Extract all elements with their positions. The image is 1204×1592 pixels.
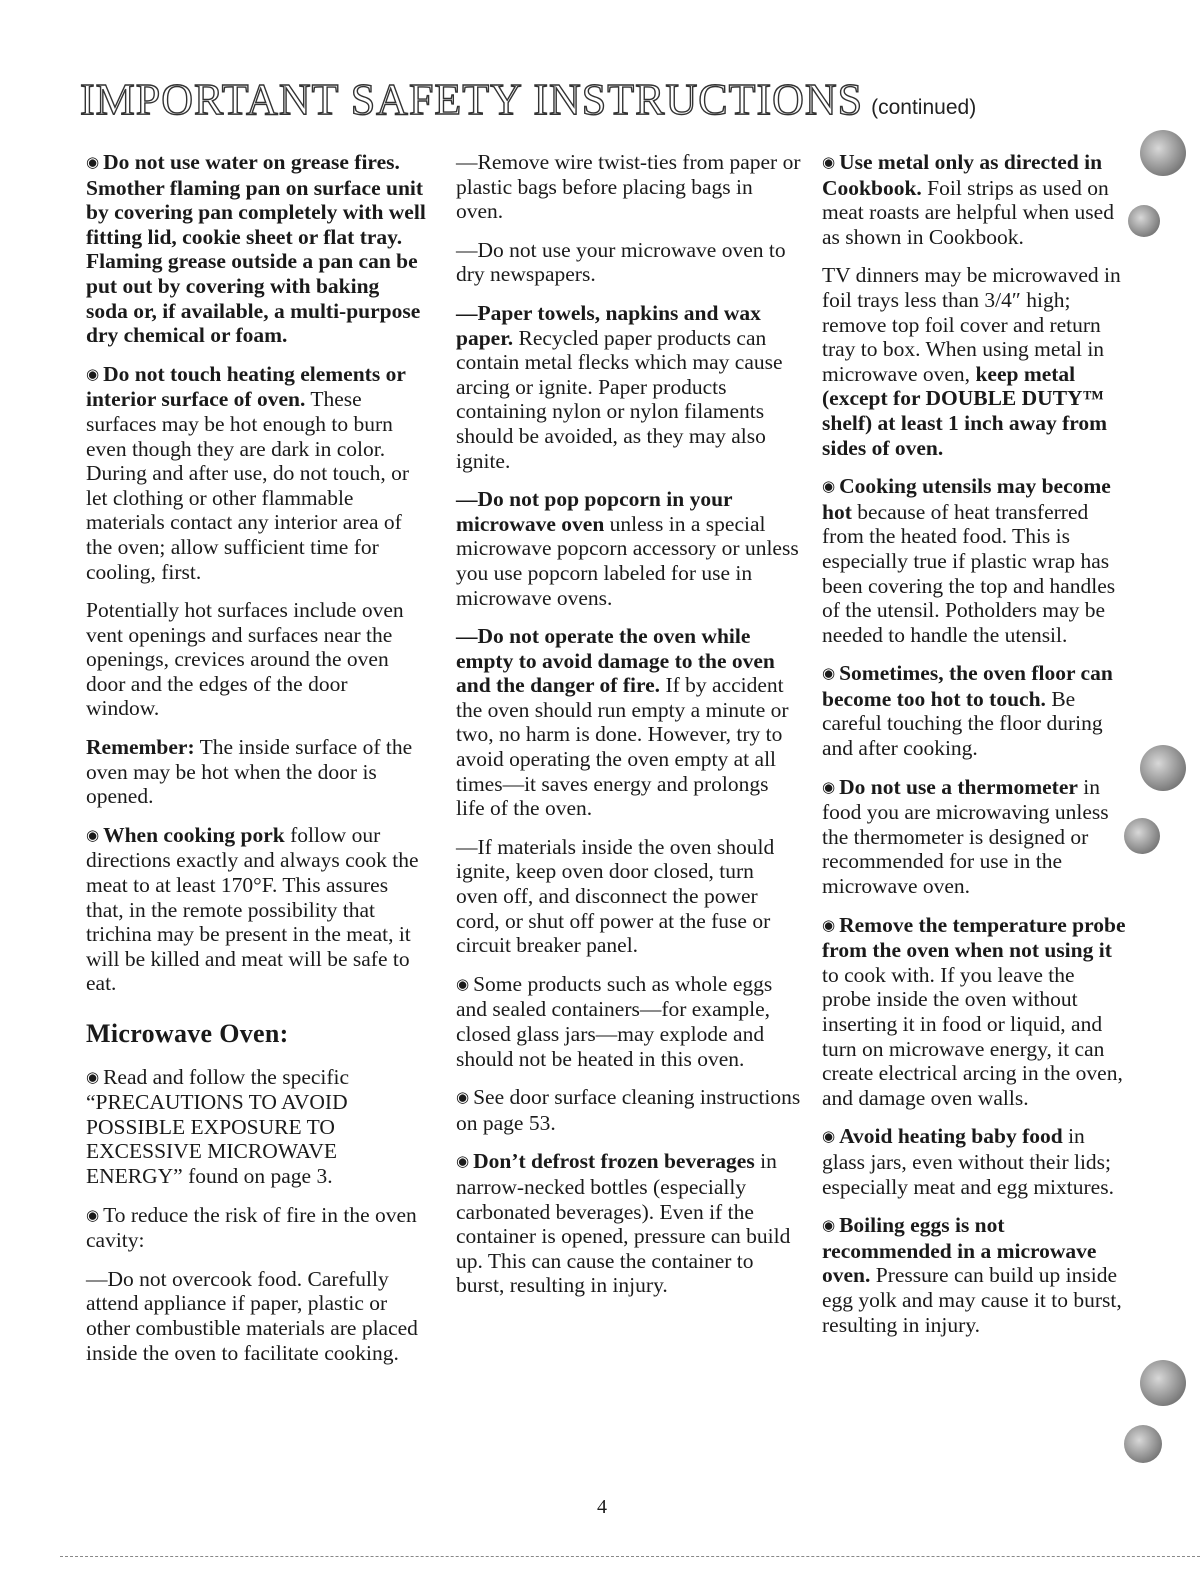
- body-text: to cook with. If you leave the probe inside the oven without inserting it in food or liquid, and turn on microwave energy, it can create electrical arcing in the oven, and damage oven walls.: [822, 962, 1123, 1110]
- paragraph: [456, 972, 801, 1071]
- body-text: Some products such as whole eggs and sealed containers—for example, closed glass jars—may explode and should not be heated in this oven.: [456, 971, 773, 1071]
- bold-lead: Do not use water on grease fires. Smother flaming pan on surface unit by covering pan completely with well fitting lid, cookie sheet or flat tray. Flaming grease outside a pan can be put out by covering with baking soda or, if available, a multi-purpose dry chemical or foam.: [86, 150, 426, 348]
- bold-lead: —Do not pop popcorn in your microwave oven: [456, 487, 733, 536]
- body-text: TV dinners may be microwaved in foil trays less than 3/4″ high; remove top foil cover and return tray to box. When using metal in microwave oven,: [822, 263, 1121, 386]
- bold-lead: Sometimes, the oven floor can become too hot to touch.: [822, 661, 1113, 711]
- paragraph: [456, 301, 801, 473]
- paragraph: [86, 735, 426, 809]
- bullet-icon: ◉: [456, 1154, 470, 1171]
- bullet-icon: ◉: [822, 666, 836, 683]
- column-1: [86, 150, 426, 1379]
- bold-lead: Do not touch heating elements or interior surface of oven.: [86, 361, 406, 412]
- paragraph: —Do not use your microwave oven to dry newspapers.: [456, 237, 786, 287]
- paragraph: —Do not overcook food. Carefully attend appliance if paper, plastic or other combustible materials are placed inside the oven to facilitate cooking.: [86, 1266, 418, 1365]
- body-text: in food you are microwaving unless the thermometer is designed or recommended for use in the microwave oven.: [822, 774, 1109, 899]
- paragraph: [822, 661, 1127, 760]
- paragraph: [456, 487, 801, 610]
- bullet-icon: ◉: [86, 155, 100, 171]
- bold-lead: Boiling eggs is not recommended in a microwave oven.: [822, 1213, 1097, 1288]
- bullet-icon: ◉: [822, 1218, 836, 1235]
- bullet-icon: ◉: [456, 976, 470, 993]
- punch-hole-icon: [1140, 745, 1186, 791]
- body-text: because of heat transferred from the heated food. This is especially true if plastic wrap has been covering the top and handles of the utensil. Potholders may be needed to handle the utensil.: [822, 499, 1116, 647]
- bullet-icon: ◉: [822, 1129, 836, 1146]
- paragraph: [822, 913, 1127, 1111]
- paragraph: Potentially hot surfaces include oven vent openings and surfaces near the openings, crevices around the oven door and the edges of the door window.: [86, 598, 404, 721]
- bold-lead: Remember:: [86, 735, 195, 760]
- header-title: IMPORTANT SAFETY INSTRUCTIONS: [80, 75, 864, 124]
- column-2: [456, 150, 801, 1312]
- paragraph: [822, 1213, 1127, 1337]
- body-text: in narrow-necked bottles (especially carbonated beverages). Even if the container is opened, pressure can build up. This can cause the container to burst, resulting in injury.: [456, 1149, 791, 1298]
- bold-lead: Remove the temperature probe from the oven when not using it: [822, 912, 1126, 963]
- page-header: [80, 74, 976, 125]
- bullet-icon: ◉: [822, 155, 836, 171]
- body-text: in glass jars, even without their lids; especially meat and egg mixtures.: [822, 1124, 1114, 1199]
- paragraph: [822, 150, 1127, 249]
- body-text: See door surface cleaning instructions on page 53.: [456, 1085, 801, 1135]
- punch-hole-icon: [1140, 130, 1186, 176]
- bold-lead: —Do not operate the oven while empty to avoid damage to the oven and the danger of fire.: [456, 624, 775, 698]
- bold-lead: When cooking pork: [103, 822, 285, 847]
- body-text: The inside surface of the oven may be hot when the door is opened.: [86, 735, 413, 809]
- paragraph: [822, 474, 1127, 647]
- paragraph: [822, 775, 1127, 899]
- bold-lead: Avoid heating baby food: [839, 1124, 1063, 1149]
- bullet-icon: ◉: [456, 1090, 470, 1107]
- body-text: These surfaces may be hot enough to burn even though they are dark in color. During and after use, do not touch, or let clothing or other flammable materials contact any interior area of the oven; allow sufficient time for cooling, first.: [86, 387, 410, 584]
- paragraph: [86, 1065, 426, 1189]
- paragraph: [86, 362, 426, 584]
- body-text: Foil strips as used on meat roasts are helpful when used as shown in Cookbook.: [822, 175, 1114, 249]
- bullet-icon: ◉: [86, 366, 100, 383]
- body-text: Pressure can build up inside egg yolk and may cause it to burst, resulting in injury.: [822, 1263, 1122, 1337]
- column-3: [822, 150, 1127, 1351]
- body-text: To reduce the risk of fire in the oven cavity:: [86, 1202, 417, 1253]
- paragraph: —Remove wire twist-ties from paper or plastic bags before placing bags in oven.: [456, 150, 801, 224]
- section-heading: Microwave Oven:: [86, 1019, 289, 1048]
- punch-hole-icon: [1124, 1425, 1162, 1463]
- bullet-icon: ◉: [822, 779, 836, 796]
- scan-edge-divider: [60, 1556, 1200, 1559]
- paragraph: [822, 263, 1127, 460]
- bullet-icon: ◉: [822, 917, 836, 934]
- paragraph: [456, 1085, 801, 1135]
- bullet-icon: ◉: [822, 479, 836, 496]
- paragraph: [86, 823, 426, 996]
- punch-hole-icon: [1128, 205, 1160, 237]
- body-text: Read and follow the specific “PRECAUTIONS TO AVOID POSSIBLE EXPOSURE TO EXCESSIVE MICROWAVE ENERGY” found on page 3.: [86, 1064, 350, 1188]
- body-text: follow our directions exactly and always cook the meat to at least 170°F. This assures that, in the remote possibility that trichina may be present in the meat, it will be killed and meat will be safe to eat.: [86, 822, 419, 996]
- bold-lead: keep metal (except for DOUBLE DUTY™ shelf) at least 1 inch away from sides of oven.: [822, 361, 1108, 460]
- punch-hole-icon: [1140, 1360, 1186, 1406]
- body-text: Recycled paper products can contain metal flecks which may cause arcing or ignite. Paper products containing nylon or nylon filaments should be avoided, as they may also ignite.: [456, 325, 783, 473]
- bold-lead: Do not use a thermometer: [839, 774, 1078, 799]
- paragraph: [86, 150, 426, 348]
- bold-lead: Don’t defrost frozen beverages: [473, 1149, 755, 1174]
- paragraph: [86, 1203, 426, 1253]
- bullet-icon: ◉: [86, 1069, 100, 1086]
- bold-lead: Cooking utensils may become hot: [822, 474, 1111, 524]
- paragraph: [456, 1149, 801, 1298]
- body-text: Be careful touching the floor during and after cooking.: [822, 686, 1103, 761]
- header-continued: (continued): [871, 96, 977, 119]
- paragraph: [456, 624, 801, 821]
- bullet-icon: ◉: [86, 1207, 100, 1224]
- body-text: unless in a special microwave popcorn accessory or unless you use popcorn labeled for use in microwave ovens.: [456, 511, 799, 610]
- bullet-icon: ◉: [86, 827, 100, 844]
- paragraph: [822, 1124, 1127, 1199]
- paragraph: —If materials inside the oven should ignite, keep oven door closed, turn oven off, and disconnect the power cord, or shut off power at the fuse or circuit breaker panel.: [456, 834, 775, 958]
- bold-lead: —Paper towels, napkins and wax paper.: [456, 300, 761, 350]
- punch-hole-icon: [1124, 818, 1160, 854]
- page-number: 4: [597, 1496, 607, 1518]
- bold-lead: Use metal only as directed in Cookbook.: [822, 150, 1103, 200]
- body-text: If by accident the oven should run empty a minute or two, no harm is done. However, try to avoid operating the oven empty at all times—it saves energy and prolongs life of the oven.: [456, 673, 789, 821]
